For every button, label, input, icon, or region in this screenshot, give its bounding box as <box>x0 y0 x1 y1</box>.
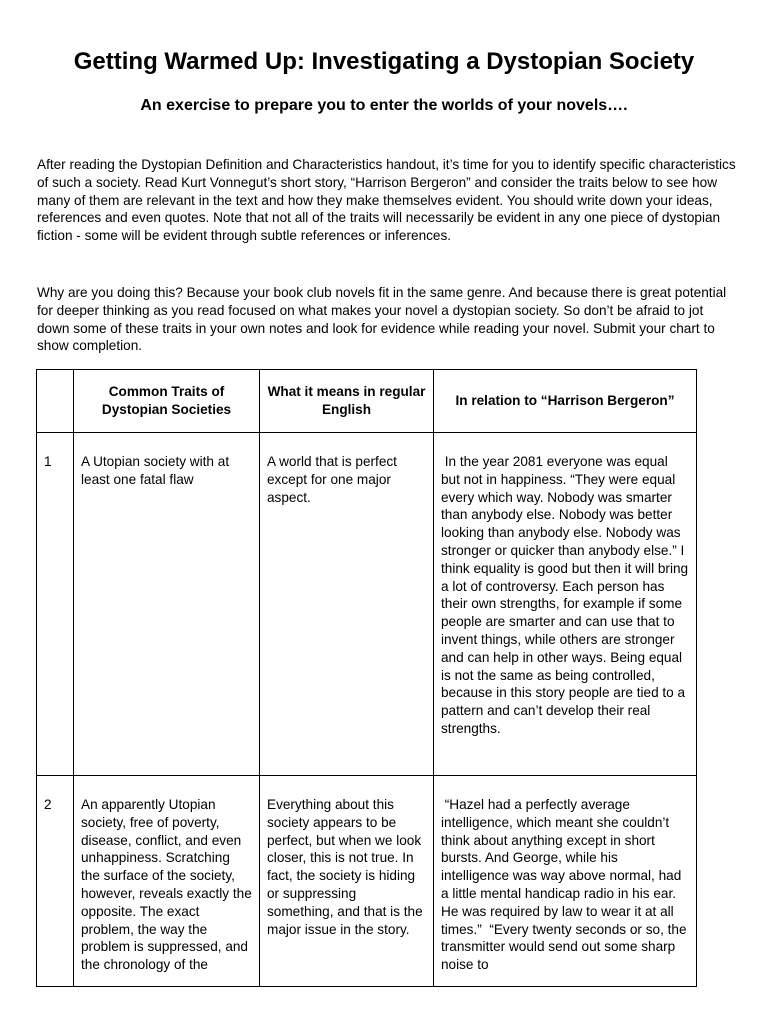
row-trait: A Utopian society with at least one fatal flaw <box>74 433 260 776</box>
header-meaning: What it means in regular English <box>260 370 434 433</box>
intro-paragraph: After reading the Dystopian Definition and Characteristics handout, it’s time for you to identify specific characteristics of such a society. Read Kurt Vonnegut’s short story, “Harrison Bergeron” and consider the traits below to see how many of them are relevant in the text and how they make themselves evident. You should write down your ideas, references and even quotes. Note that not all of the traits will necessarily be evident in any one piece of dystopian fiction - some will be evident through subtle references or inferences. <box>37 157 736 244</box>
document-title: Getting Warmed Up: Investigating a Dystopian Society <box>73 48 695 75</box>
row-number: 2 <box>37 776 74 987</box>
header-number <box>37 370 74 433</box>
row-relation: “Hazel had a perfectly average intelligence, which meant she couldn’t think about anything except in short bursts. And George, while his intelligence was way above normal, had a little mental handicap radio in his ear. He was required by law to wear it at all times.” “Every twenty seconds or so, the transmitter would send out some sharp noise to <box>434 776 697 987</box>
row-meaning: A world that is perfect except for one major aspect. <box>260 433 434 776</box>
purpose-paragraph: Why are you doing this? Because your book club novels fit in the same genre. And because there is great potential for deeper thinking as you read focused on what makes your novel a dystopian society. So don’t be afraid to jot down some of these traits in your own notes and look for evidence while reading your novel. Submit your chart to show completion. <box>37 285 727 354</box>
document-subtitle: An exercise to prepare you to enter the worlds of your novels…. <box>140 97 628 114</box>
header-relation: In relation to “Harrison Bergeron” <box>434 370 697 433</box>
row-trait: An apparently Utopian society, free of poverty, disease, conflict, and even unhappiness. Scratching the surface of the society, however, reveals exactly the opposite. The exact problem, the way the problem is suppressed, and the chronology of the <box>74 776 260 987</box>
row-relation: In the year 2081 everyone was equal but not in happiness. “They were equal every which way. Nobody was smarter than anybody else. Nobody was better looking than anybody else. Nobody was stronger or quicker than anybody else.” I think equality is good but then it will bring a lot of controversy. Each person has their own strengths, for example if some people are smarter and can use that to invent things, while others are stronger and can help in other ways. Being equal is not the same as being controlled, because in this story people are tied to a pattern and can’t develop their real strengths. <box>434 433 697 776</box>
table-row <box>37 433 697 776</box>
row-meaning: Everything about this society appears to be perfect, but when we look closer, this is not true. In fact, the society is hiding or suppressing something, and that is the major issue in the story. <box>260 776 434 987</box>
table-row <box>37 776 697 987</box>
header-traits: Common Traits of Dystopian Societies <box>74 370 260 433</box>
traits-table-container <box>36 369 697 987</box>
traits-table <box>36 369 697 987</box>
table-header-row <box>37 370 697 433</box>
row-number: 1 <box>37 433 74 776</box>
